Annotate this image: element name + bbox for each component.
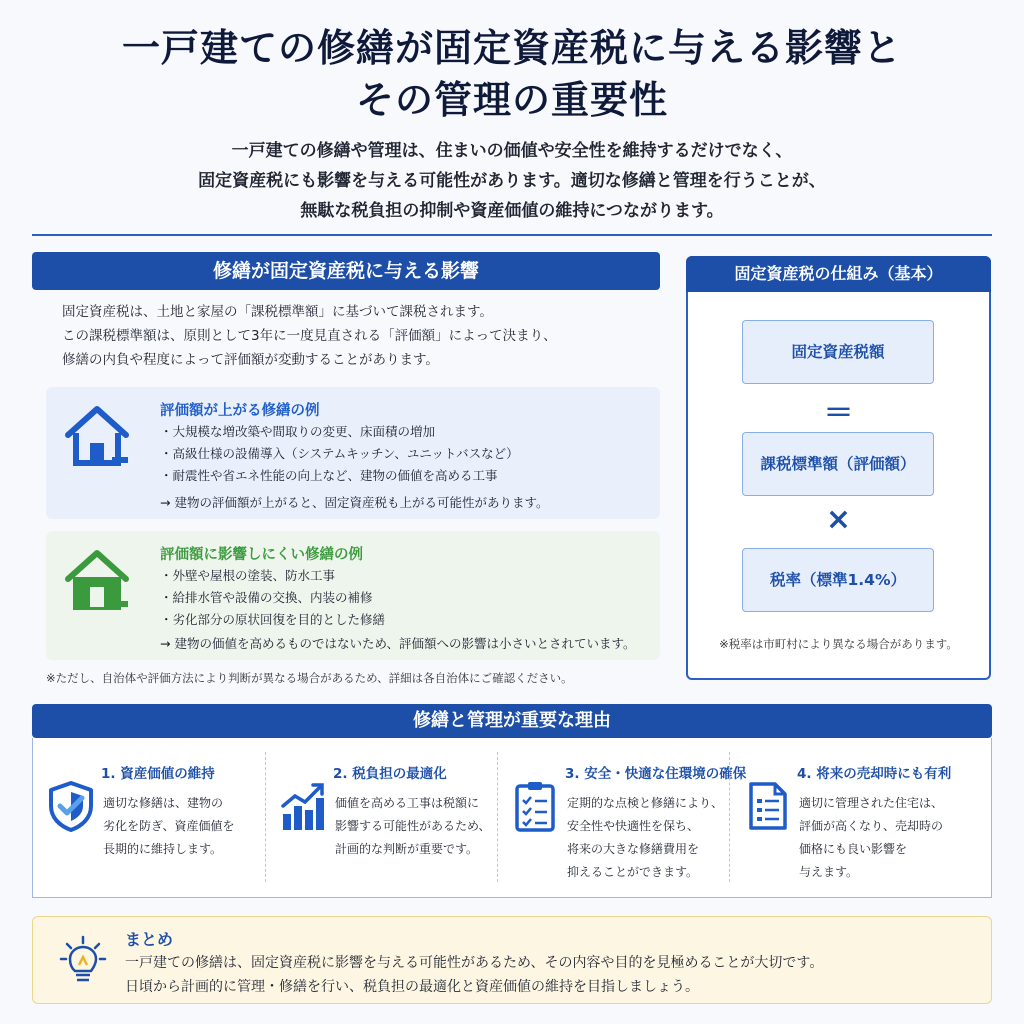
shield-icon bbox=[47, 780, 95, 832]
tax-box-heading: 固定資産税の仕組み（基本） bbox=[686, 256, 991, 292]
reason-title: 4. 将来の売却時にも有利 bbox=[797, 766, 952, 782]
lightbulb-icon bbox=[59, 935, 107, 987]
low-impact-list bbox=[160, 565, 385, 631]
lead-line: 一戸建ての修繕や管理は、住まいの価値や安全性を維持するだけでなく、 bbox=[231, 141, 793, 161]
page-title-line1: 一戸建ての修繕が固定資産税に与える影響と bbox=[121, 26, 902, 70]
house-icon bbox=[62, 401, 132, 471]
reason-body: 価値を高める工事は税額に 影響する可能性があるため、 計画的な判断が重要です。 bbox=[335, 796, 491, 856]
reason-item bbox=[729, 738, 969, 898]
reason-item bbox=[33, 738, 273, 898]
equals-sign: ＝ bbox=[823, 396, 854, 431]
document-icon bbox=[743, 780, 791, 832]
tax-amount-cell: 固定資産税額 bbox=[742, 320, 934, 384]
tax-rate-cell: 税率（標準1.4%） bbox=[742, 548, 934, 612]
reason-body: 適切に管理された住宅は、 評価が高くなり、売却時の 価格にも良い影響を 与えます。 bbox=[799, 796, 944, 879]
summary-box bbox=[32, 916, 992, 1004]
list-item: ・ 外壁や屋根の塗装、防水工事 bbox=[160, 565, 385, 587]
impact-intro bbox=[62, 300, 662, 372]
low-impact-conclusion: → 建物の価値を高めるものではないため、評価額への影響は小さいとされています。 bbox=[160, 636, 636, 651]
list-item: ・ 劣化部分の原状回復を目的とした修繕 bbox=[160, 609, 385, 631]
reason-title: 2. 税負担の最適化 bbox=[333, 766, 447, 782]
list-item: ・ 耐震性や省エネ性能の向上など、建物の価値を高める工事 bbox=[160, 465, 519, 487]
list-item: ・ 高級仕様の設備導入（システムキッチン、ユニットバスなど） bbox=[160, 443, 519, 465]
checklist-icon bbox=[511, 780, 559, 832]
reasons-panel bbox=[32, 738, 992, 898]
reason-title: 1. 資産価値の維持 bbox=[101, 766, 215, 782]
intro-line: 修繕の内負や程度によって評価額が変動することがあります。 bbox=[62, 352, 439, 368]
low-impact-title: 評価額に影響しにくい修繕の例 bbox=[160, 547, 363, 563]
impact-note: ※ただし、自治体や評価方法により判断が異なる場合があるため、詳細は各自治体にご確認ください。 bbox=[46, 671, 573, 685]
low-impact-card bbox=[46, 531, 660, 660]
summary-title: まとめ bbox=[125, 930, 174, 949]
reason-body: 定期的な点検と修繕により、 安全性や快適性を保ち、 将来の大きな修繕費用を 抑えることができます。 bbox=[567, 796, 724, 879]
reason-title: 3. 安全・快適な住環境の確保 bbox=[565, 766, 747, 782]
summary-body: 一戸建ての修繕は、固定資産税に影響を与える可能性があるため、その内容や目的を見極めることが大切です。 日頃から計画的に管理・修繕を行い、税負担の最適化と資産価値の維持を目指しましょう。 bbox=[125, 955, 824, 995]
value-up-list bbox=[160, 421, 519, 487]
impact-section-heading: 修繕が固定資産税に与える影響 bbox=[32, 252, 660, 290]
value-up-conclusion: → 建物の評価額が上がると、固定資産税も上がる可能性があります。 bbox=[160, 495, 549, 510]
intro-line: この課税標準額は、原則として3年に一度見直される「評価額」によって決まり、 bbox=[62, 328, 557, 344]
value-up-card bbox=[46, 387, 660, 519]
house-icon bbox=[62, 545, 132, 615]
lead-text bbox=[0, 136, 1024, 226]
reason-body: 適切な修繕は、建物の 劣化を防ぎ、資産価値を 長期的に維持します。 bbox=[103, 796, 235, 856]
page-title-line2: その管理の重要性 bbox=[355, 78, 668, 122]
reasons-section-heading: 修繕と管理が重要な理由 bbox=[32, 704, 992, 738]
reason-item bbox=[497, 738, 747, 898]
reason-item bbox=[265, 738, 505, 898]
list-item: ・ 給排水管や設備の交換、内装の補修 bbox=[160, 587, 385, 609]
lead-line: 固定資産税にも影響を与える可能性があります。適切な修繕と管理を行うことが、 bbox=[198, 171, 826, 191]
list-item: ・ 大規模な増改築や間取りの変更、床面積の増加 bbox=[160, 421, 519, 443]
tax-base-cell: 課税標準額（評価額） bbox=[742, 432, 934, 496]
tax-rate-note: ※税率は市町村により異なる場合があります。 bbox=[719, 637, 958, 651]
divider bbox=[32, 234, 992, 236]
page-title bbox=[0, 22, 1024, 126]
tax-formula-box bbox=[686, 256, 991, 680]
bar-chart-icon bbox=[279, 780, 327, 832]
value-up-title: 評価額が上がる修繕の例 bbox=[160, 403, 320, 419]
intro-line: 固定資産税は、土地と家屋の「課税標準額」に基づいて課税されます。 bbox=[62, 304, 493, 320]
multiply-sign: × bbox=[825, 502, 852, 537]
lead-line: 無駄な税負担の抑制や資産価値の維持につながります。 bbox=[300, 201, 724, 221]
